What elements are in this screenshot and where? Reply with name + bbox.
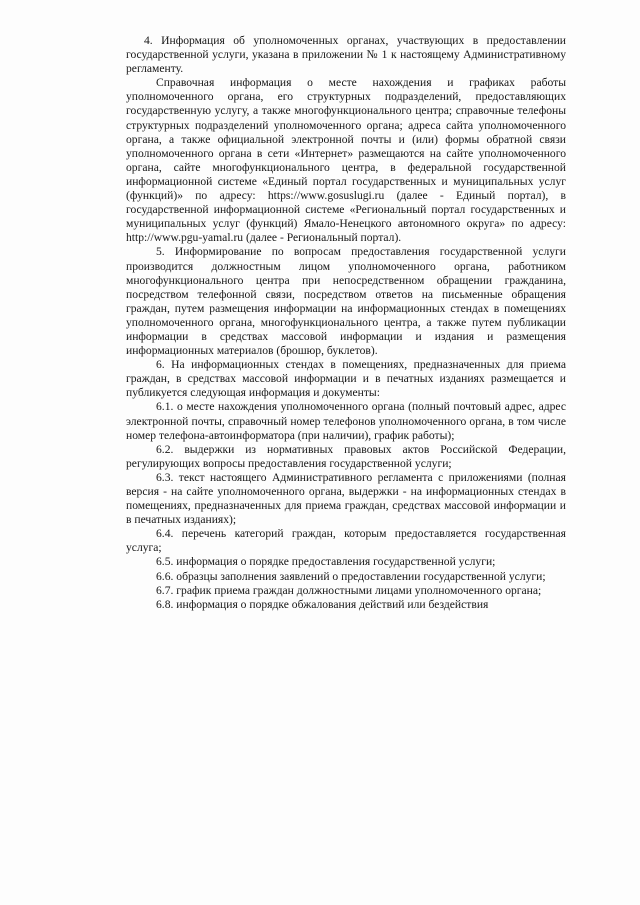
document-body	[126, 34, 566, 612]
paragraph-item-5: 5. Информирование по вопросам предоставления государственной услуги производится должностным лицом уполномоченного органа, работником многофункционального центра при непосредственном обращении гражданина, посредством телефонной связи, посредством ответов на письменные обращения граждан, путем размещения информации на информационных стендах в помещениях уполномоченного органа, многофункционального центра, а также путем публикации информации в средствах массовой информации и издания и размещения информационных материалов (брошюр, буклетов).	[126, 245, 566, 358]
paragraph-item-6-5: 6.5. информация о порядке предоставления государственной услуги;	[156, 555, 496, 569]
paragraph-item-6-1: 6.1. о месте нахождения уполномоченного органа (полный почтовый адрес, адрес электронной почты, справочный номер телефонов уполномоченного органа, в том числе номер телефона-автоинформатора (при наличии), график работы);	[126, 400, 566, 442]
paragraph-reference-info: Справочная информация о месте нахождения и графиках работы уполномоченного органа, его структурных подразделений, предоставляющих государственную услугу, а также многофункционального центра; справочные телефоны структурных подразделений уполномоченного органа; адреса сайта уполномоченного органа, а также официальной электронной почты и (или) формы обратной связи уполномоченного органа в сети «Интернет» размещаются на сайте уполномоченного органа, сайте многофункционального центра, в федеральной государственной информационной системе «Единый портал государственных и муниципальных услуг (функций)» по адресу: https://www.gosuslugi.ru (далее - Единый портал), в государственной информационной системе «Региональный портал государственных и муниципальных услуг (функций) Ямало-Ненецкого автономного округа» по адресу: http://www.pgu-yamal.ru (далее - Региональный портал).	[126, 76, 566, 245]
paragraph-item-6-6: 6.6. образцы заполнения заявлений о предоставлении государственной услуги;	[156, 569, 546, 583]
paragraph-item-6: 6. На информационных стендах в помещениях, предназначенных для приема граждан, в средствах массовой информации и в печатных изданиях размещается и публикуется следующая информация и документы:	[126, 358, 566, 400]
paragraph-item-6-3: 6.3. текст настоящего Административного регламента с приложениями (полная версия - на сайте уполномоченного органа, выдержки - на информационных стендах в помещениях, предназначенных для приема граждан, средствах массовой информации и в печатных изданиях);	[126, 470, 566, 527]
paragraph-item-6-7: 6.7. график приема граждан должностными лицами уполномоченного органа;	[156, 583, 542, 597]
paragraph-item-4: 4. Информация об уполномоченных органах, участвующих в предоставлении государственной услуги, указана в приложении № 1 к настоящему Административному регламенту.	[126, 34, 566, 76]
paragraph-item-6-2: 6.2. выдержки из нормативных правовых актов Российской Федерации, регулирующих вопросы предоставления государственной услуги;	[126, 442, 566, 470]
paragraph-item-6-4: 6.4. перечень категорий граждан, которым предоставляется государственная услуга;	[126, 527, 566, 555]
paragraph-item-6-8: 6.8. информация о порядке обжалования действий или бездействия	[156, 597, 489, 611]
